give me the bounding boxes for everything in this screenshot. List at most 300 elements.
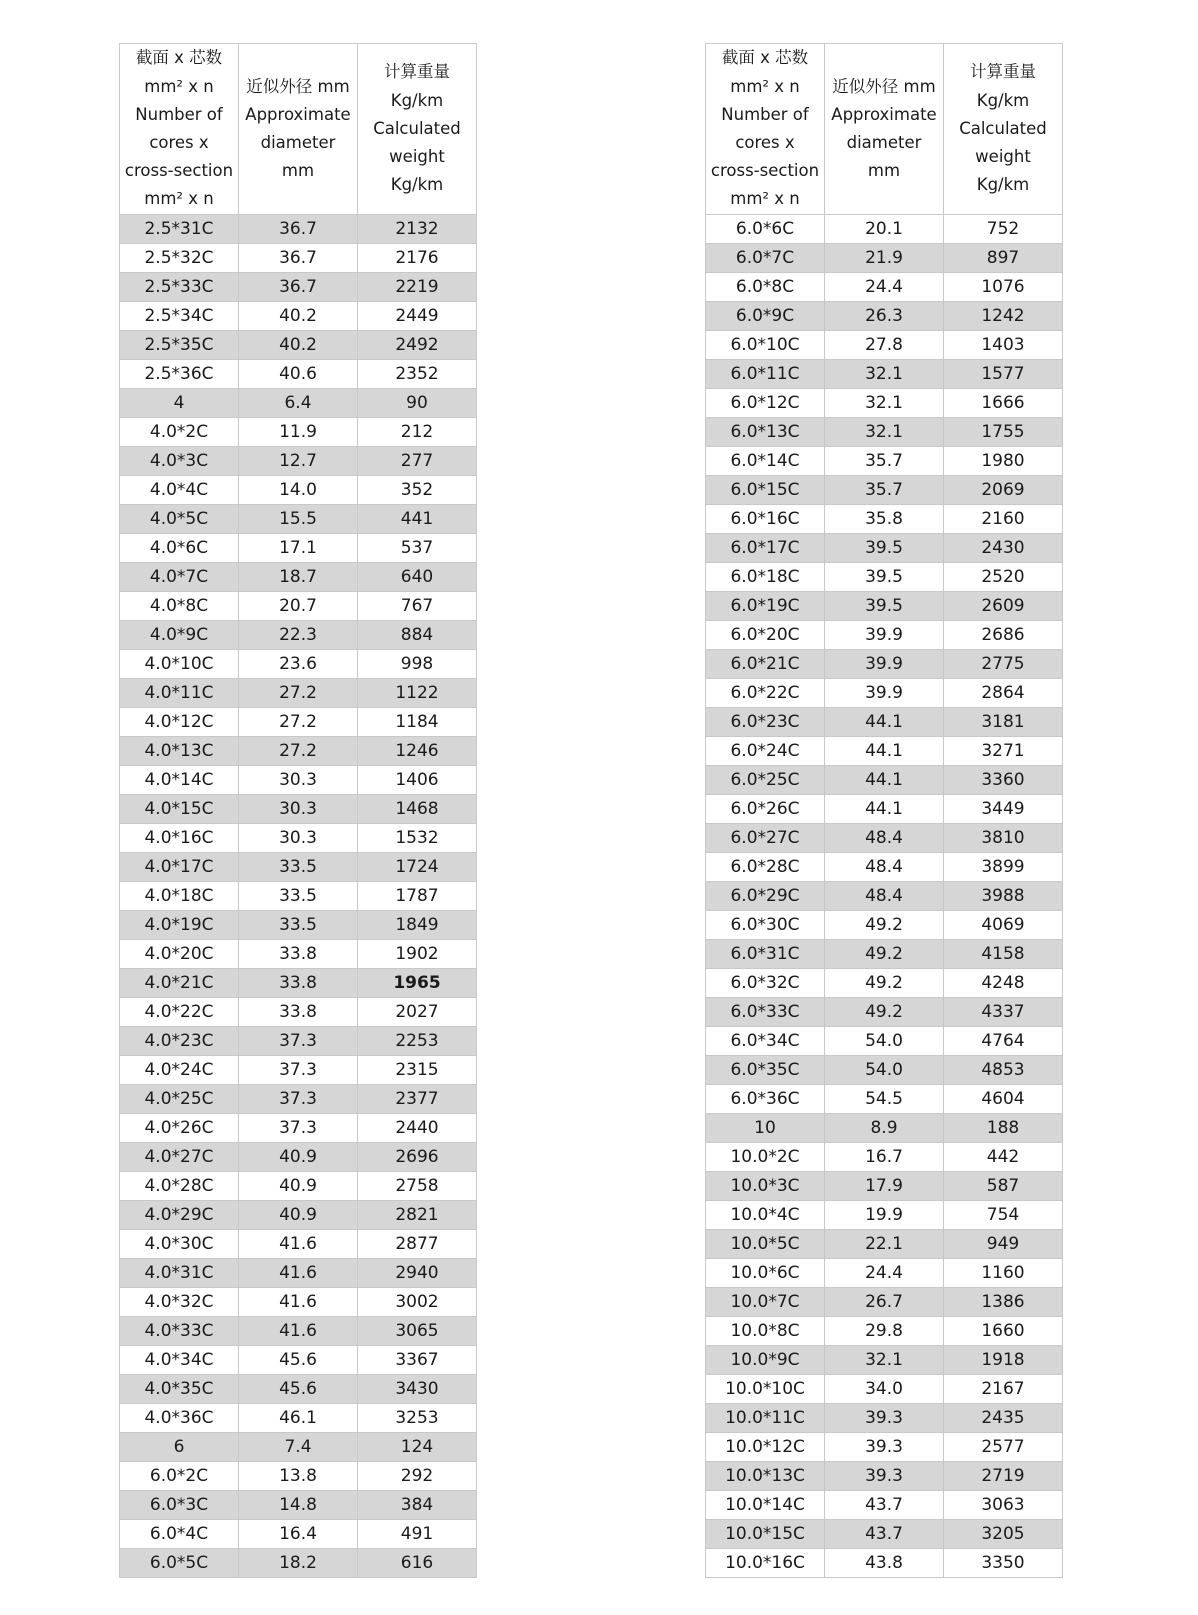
header-line: 近似外径 mm bbox=[246, 76, 350, 96]
table-row bbox=[706, 1230, 1063, 1259]
cell-weight: 1849 bbox=[358, 911, 477, 940]
cell-weight: 3430 bbox=[358, 1375, 477, 1404]
cell-cross-section: 6.0*2C bbox=[120, 1462, 239, 1491]
cell-diameter: 26.3 bbox=[825, 302, 944, 331]
cell-weight: 2864 bbox=[944, 679, 1063, 708]
table-row bbox=[120, 534, 477, 563]
cell-diameter: 48.4 bbox=[825, 882, 944, 911]
cell-weight: 2176 bbox=[358, 244, 477, 273]
table-row bbox=[120, 882, 477, 911]
cell-cross-section: 6.0*6C bbox=[706, 215, 825, 244]
cell-weight: 1122 bbox=[358, 679, 477, 708]
header-weight bbox=[944, 44, 1063, 215]
cell-diameter: 32.1 bbox=[825, 418, 944, 447]
table-row bbox=[706, 302, 1063, 331]
header-line: mm² x n bbox=[144, 189, 214, 209]
cell-weight: 3810 bbox=[944, 824, 1063, 853]
table-row bbox=[706, 737, 1063, 766]
cell-diameter: 41.6 bbox=[239, 1230, 358, 1259]
cell-cross-section: 6.0*32C bbox=[706, 969, 825, 998]
cell-cross-section: 4.0*12C bbox=[120, 708, 239, 737]
cell-weight: 277 bbox=[358, 447, 477, 476]
cell-diameter: 39.5 bbox=[825, 563, 944, 592]
cell-cross-section: 2.5*31C bbox=[120, 215, 239, 244]
table-row bbox=[120, 998, 477, 1027]
table-row bbox=[706, 1346, 1063, 1375]
header-line: weight bbox=[389, 147, 445, 167]
cell-cross-section: 2.5*34C bbox=[120, 302, 239, 331]
cell-weight: 2577 bbox=[944, 1433, 1063, 1462]
cell-weight: 441 bbox=[358, 505, 477, 534]
cell-diameter: 24.4 bbox=[825, 273, 944, 302]
cell-diameter: 49.2 bbox=[825, 998, 944, 1027]
table-row bbox=[706, 679, 1063, 708]
header-line: 截面 x 芯数 bbox=[721, 48, 809, 68]
cell-cross-section: 6.0*24C bbox=[706, 737, 825, 766]
cell-cross-section: 4.0*21C bbox=[120, 969, 239, 998]
cell-cross-section: 6.0*5C bbox=[120, 1549, 239, 1578]
cell-weight: 1532 bbox=[358, 824, 477, 853]
cell-weight: 2069 bbox=[944, 476, 1063, 505]
cell-cross-section: 2.5*36C bbox=[120, 360, 239, 389]
cell-diameter: 11.9 bbox=[239, 418, 358, 447]
cell-weight: 3350 bbox=[944, 1549, 1063, 1578]
cell-weight: 3205 bbox=[944, 1520, 1063, 1549]
cell-weight: 1403 bbox=[944, 331, 1063, 360]
cell-weight: 1755 bbox=[944, 418, 1063, 447]
cell-weight: 640 bbox=[358, 563, 477, 592]
table-row bbox=[120, 1201, 477, 1230]
table-row bbox=[706, 1520, 1063, 1549]
cell-diameter: 37.3 bbox=[239, 1114, 358, 1143]
cell-diameter: 40.9 bbox=[239, 1172, 358, 1201]
table-row bbox=[120, 331, 477, 360]
cell-diameter: 33.5 bbox=[239, 853, 358, 882]
table-row bbox=[120, 1056, 477, 1085]
table-row bbox=[706, 824, 1063, 853]
header-line: 截面 x 芯数 bbox=[135, 48, 223, 68]
cell-diameter: 36.7 bbox=[239, 244, 358, 273]
cell-weight: 767 bbox=[358, 592, 477, 621]
table-row bbox=[706, 940, 1063, 969]
cell-weight: 4248 bbox=[944, 969, 1063, 998]
cell-diameter: 49.2 bbox=[825, 911, 944, 940]
cell-weight: 2132 bbox=[358, 215, 477, 244]
cell-cross-section: 4.0*36C bbox=[120, 1404, 239, 1433]
cell-weight: 2430 bbox=[944, 534, 1063, 563]
cell-diameter: 48.4 bbox=[825, 824, 944, 853]
table-row bbox=[706, 215, 1063, 244]
cell-diameter: 33.8 bbox=[239, 969, 358, 998]
cell-diameter: 39.9 bbox=[825, 650, 944, 679]
table-row bbox=[120, 563, 477, 592]
cell-cross-section: 6.0*34C bbox=[706, 1027, 825, 1056]
cell-weight: 491 bbox=[358, 1520, 477, 1549]
table-row bbox=[706, 563, 1063, 592]
cell-diameter: 14.8 bbox=[239, 1491, 358, 1520]
cell-cross-section: 6.0*19C bbox=[706, 592, 825, 621]
cell-diameter: 43.7 bbox=[825, 1520, 944, 1549]
table-row bbox=[706, 1114, 1063, 1143]
cell-diameter: 54.5 bbox=[825, 1085, 944, 1114]
cell-diameter: 17.1 bbox=[239, 534, 358, 563]
cell-diameter: 37.3 bbox=[239, 1027, 358, 1056]
cell-weight: 2027 bbox=[358, 998, 477, 1027]
cell-weight: 2435 bbox=[944, 1404, 1063, 1433]
table-row bbox=[120, 766, 477, 795]
cell-cross-section: 4.0*30C bbox=[120, 1230, 239, 1259]
cell-cross-section: 4.0*32C bbox=[120, 1288, 239, 1317]
cell-cross-section: 10.0*8C bbox=[706, 1317, 825, 1346]
table-row bbox=[120, 1143, 477, 1172]
header-line: Calculated bbox=[959, 118, 1047, 138]
cell-weight: 2352 bbox=[358, 360, 477, 389]
table-row bbox=[706, 1172, 1063, 1201]
table-body bbox=[706, 215, 1063, 1578]
cell-cross-section: 4.0*19C bbox=[120, 911, 239, 940]
cell-cross-section: 6.0*29C bbox=[706, 882, 825, 911]
cell-cross-section: 4.0*23C bbox=[120, 1027, 239, 1056]
cell-diameter: 18.2 bbox=[239, 1549, 358, 1578]
cell-diameter: 33.8 bbox=[239, 940, 358, 969]
cell-diameter: 22.1 bbox=[825, 1230, 944, 1259]
cell-diameter: 27.8 bbox=[825, 331, 944, 360]
cell-cross-section: 6.0*25C bbox=[706, 766, 825, 795]
cell-weight: 442 bbox=[944, 1143, 1063, 1172]
table-row bbox=[706, 273, 1063, 302]
cell-diameter: 23.6 bbox=[239, 650, 358, 679]
cell-cross-section: 4.0*18C bbox=[120, 882, 239, 911]
table-row bbox=[120, 1375, 477, 1404]
cell-cross-section: 6.0*8C bbox=[706, 273, 825, 302]
table-row bbox=[706, 1549, 1063, 1578]
table-row bbox=[706, 853, 1063, 882]
cell-cross-section: 4.0*26C bbox=[120, 1114, 239, 1143]
cell-weight: 998 bbox=[358, 650, 477, 679]
table-row bbox=[120, 1549, 477, 1578]
header-line: Number of bbox=[721, 104, 809, 124]
header-line: Kg/km bbox=[976, 175, 1030, 195]
cell-diameter: 43.7 bbox=[825, 1491, 944, 1520]
table-row bbox=[706, 1462, 1063, 1491]
cell-cross-section: 6.0*28C bbox=[706, 853, 825, 882]
cell-weight: 2315 bbox=[358, 1056, 477, 1085]
cell-weight: 4158 bbox=[944, 940, 1063, 969]
header-weight bbox=[358, 44, 477, 215]
cell-diameter: 32.1 bbox=[825, 1346, 944, 1375]
cell-diameter: 40.6 bbox=[239, 360, 358, 389]
cell-cross-section: 6.0*7C bbox=[706, 244, 825, 273]
cell-diameter: 26.7 bbox=[825, 1288, 944, 1317]
cell-weight: 2160 bbox=[944, 505, 1063, 534]
cell-cross-section: 6.0*30C bbox=[706, 911, 825, 940]
cell-weight: 1076 bbox=[944, 273, 1063, 302]
cell-diameter: 34.0 bbox=[825, 1375, 944, 1404]
cell-diameter: 54.0 bbox=[825, 1056, 944, 1085]
cell-weight: 2492 bbox=[358, 331, 477, 360]
cell-cross-section: 10.0*3C bbox=[706, 1172, 825, 1201]
header-diameter bbox=[239, 44, 358, 215]
cell-diameter: 15.5 bbox=[239, 505, 358, 534]
cell-diameter: 39.9 bbox=[825, 679, 944, 708]
cell-cross-section: 10.0*4C bbox=[706, 1201, 825, 1230]
cell-diameter: 20.1 bbox=[825, 215, 944, 244]
cell-cross-section: 10.0*7C bbox=[706, 1288, 825, 1317]
cell-weight: 884 bbox=[358, 621, 477, 650]
cell-diameter: 54.0 bbox=[825, 1027, 944, 1056]
cell-cross-section: 6.0*4C bbox=[120, 1520, 239, 1549]
table-row bbox=[706, 1027, 1063, 1056]
cell-weight: 949 bbox=[944, 1230, 1063, 1259]
cell-diameter: 16.7 bbox=[825, 1143, 944, 1172]
cell-weight: 1787 bbox=[358, 882, 477, 911]
table-row bbox=[120, 447, 477, 476]
cell-cross-section: 4.0*11C bbox=[120, 679, 239, 708]
cell-diameter: 48.4 bbox=[825, 853, 944, 882]
table-row bbox=[120, 215, 477, 244]
cell-cross-section: 4.0*24C bbox=[120, 1056, 239, 1085]
cell-diameter: 45.6 bbox=[239, 1375, 358, 1404]
header-line: Calculated bbox=[373, 118, 461, 138]
cell-diameter: 7.4 bbox=[239, 1433, 358, 1462]
table-row bbox=[120, 1172, 477, 1201]
cell-weight: 1406 bbox=[358, 766, 477, 795]
cell-weight: 4853 bbox=[944, 1056, 1063, 1085]
cell-weight: 4337 bbox=[944, 998, 1063, 1027]
header-line: cores x bbox=[149, 133, 209, 152]
table-row bbox=[706, 592, 1063, 621]
cell-diameter: 41.6 bbox=[239, 1259, 358, 1288]
cable-spec-table-right bbox=[705, 43, 1063, 1578]
table-row bbox=[120, 1259, 477, 1288]
cell-weight: 90 bbox=[358, 389, 477, 418]
header-line: weight bbox=[975, 147, 1031, 167]
cell-weight: 292 bbox=[358, 1462, 477, 1491]
cell-cross-section: 4.0*5C bbox=[120, 505, 239, 534]
cell-weight: 1724 bbox=[358, 853, 477, 882]
table-row bbox=[120, 1462, 477, 1491]
cell-weight: 616 bbox=[358, 1549, 477, 1578]
cell-cross-section: 4.0*13C bbox=[120, 737, 239, 766]
cell-weight: 3360 bbox=[944, 766, 1063, 795]
cell-weight: 4604 bbox=[944, 1085, 1063, 1114]
cell-weight: 3181 bbox=[944, 708, 1063, 737]
table-header bbox=[706, 44, 1063, 215]
cell-cross-section: 4.0*25C bbox=[120, 1085, 239, 1114]
table-row bbox=[120, 592, 477, 621]
table-row bbox=[120, 360, 477, 389]
header-line: Kg/km bbox=[390, 90, 444, 110]
table-row bbox=[706, 331, 1063, 360]
cell-weight: 3065 bbox=[358, 1317, 477, 1346]
cell-diameter: 30.3 bbox=[239, 795, 358, 824]
cell-weight: 2219 bbox=[358, 273, 477, 302]
table-row bbox=[120, 273, 477, 302]
table-row bbox=[120, 679, 477, 708]
cell-cross-section: 4.0*6C bbox=[120, 534, 239, 563]
cell-weight: 1160 bbox=[944, 1259, 1063, 1288]
cell-diameter: 17.9 bbox=[825, 1172, 944, 1201]
cell-diameter: 46.1 bbox=[239, 1404, 358, 1433]
cell-diameter: 37.3 bbox=[239, 1085, 358, 1114]
cell-weight: 2821 bbox=[358, 1201, 477, 1230]
cell-weight: 4764 bbox=[944, 1027, 1063, 1056]
table-row bbox=[706, 244, 1063, 273]
cell-weight: 1468 bbox=[358, 795, 477, 824]
table-row bbox=[706, 360, 1063, 389]
cell-cross-section: 6.0*22C bbox=[706, 679, 825, 708]
cell-cross-section: 6.0*26C bbox=[706, 795, 825, 824]
cell-diameter: 41.6 bbox=[239, 1288, 358, 1317]
cell-diameter: 22.3 bbox=[239, 621, 358, 650]
table-row bbox=[120, 418, 477, 447]
cell-cross-section: 10.0*9C bbox=[706, 1346, 825, 1375]
cell-weight: 1242 bbox=[944, 302, 1063, 331]
cell-weight: 3449 bbox=[944, 795, 1063, 824]
table-row bbox=[706, 969, 1063, 998]
cell-weight: 1184 bbox=[358, 708, 477, 737]
cell-weight: 2449 bbox=[358, 302, 477, 331]
header-line: cross-section bbox=[124, 161, 234, 181]
cell-cross-section: 6.0*16C bbox=[706, 505, 825, 534]
table-row bbox=[120, 1288, 477, 1317]
table-row bbox=[706, 1085, 1063, 1114]
cell-diameter: 45.6 bbox=[239, 1346, 358, 1375]
cell-cross-section: 4.0*17C bbox=[120, 853, 239, 882]
header-diameter bbox=[825, 44, 944, 215]
cell-weight: 2758 bbox=[358, 1172, 477, 1201]
cell-diameter: 27.2 bbox=[239, 679, 358, 708]
cell-cross-section: 6.0*35C bbox=[706, 1056, 825, 1085]
cell-diameter: 44.1 bbox=[825, 795, 944, 824]
cell-cross-section: 4.0*16C bbox=[120, 824, 239, 853]
cell-weight: 2440 bbox=[358, 1114, 477, 1143]
cell-weight: 1918 bbox=[944, 1346, 1063, 1375]
cell-weight: 2520 bbox=[944, 563, 1063, 592]
cell-diameter: 6.4 bbox=[239, 389, 358, 418]
cell-cross-section: 6.0*15C bbox=[706, 476, 825, 505]
table-row bbox=[706, 1375, 1063, 1404]
cell-weight: 2253 bbox=[358, 1027, 477, 1056]
table-row bbox=[120, 795, 477, 824]
cell-diameter: 49.2 bbox=[825, 940, 944, 969]
table-row bbox=[706, 1288, 1063, 1317]
cell-cross-section: 2.5*32C bbox=[120, 244, 239, 273]
cell-cross-section: 4.0*10C bbox=[120, 650, 239, 679]
cell-cross-section: 10.0*10C bbox=[706, 1375, 825, 1404]
cell-weight: 1246 bbox=[358, 737, 477, 766]
cell-cross-section: 4.0*34C bbox=[120, 1346, 239, 1375]
cell-weight: 2167 bbox=[944, 1375, 1063, 1404]
table-row bbox=[120, 244, 477, 273]
cell-cross-section: 10.0*5C bbox=[706, 1230, 825, 1259]
table-row bbox=[120, 302, 477, 331]
cell-diameter: 40.9 bbox=[239, 1143, 358, 1172]
table-row bbox=[706, 621, 1063, 650]
header-cross-section bbox=[706, 44, 825, 215]
table-body bbox=[120, 215, 477, 1578]
cell-cross-section: 6.0*12C bbox=[706, 389, 825, 418]
table-row bbox=[120, 621, 477, 650]
table-row bbox=[120, 650, 477, 679]
cell-weight: 1965 bbox=[358, 969, 477, 998]
cell-diameter: 35.7 bbox=[825, 476, 944, 505]
table-row bbox=[706, 1143, 1063, 1172]
cell-weight: 1666 bbox=[944, 389, 1063, 418]
cell-weight: 897 bbox=[944, 244, 1063, 273]
table-row bbox=[706, 766, 1063, 795]
cell-weight: 3271 bbox=[944, 737, 1063, 766]
cell-cross-section: 10.0*11C bbox=[706, 1404, 825, 1433]
cell-weight: 2719 bbox=[944, 1462, 1063, 1491]
cell-cross-section: 4.0*33C bbox=[120, 1317, 239, 1346]
cell-cross-section: 6.0*9C bbox=[706, 302, 825, 331]
table-row bbox=[706, 882, 1063, 911]
cell-diameter: 44.1 bbox=[825, 766, 944, 795]
header-line: Approximate bbox=[245, 104, 351, 124]
header-line: Number of bbox=[135, 104, 223, 124]
cell-weight: 537 bbox=[358, 534, 477, 563]
table-row bbox=[706, 1317, 1063, 1346]
cell-diameter: 49.2 bbox=[825, 969, 944, 998]
cell-cross-section: 4.0*35C bbox=[120, 1375, 239, 1404]
table-row bbox=[120, 1520, 477, 1549]
cell-weight: 1980 bbox=[944, 447, 1063, 476]
cell-diameter: 30.3 bbox=[239, 824, 358, 853]
cell-diameter: 27.2 bbox=[239, 708, 358, 737]
table-row bbox=[706, 998, 1063, 1027]
cell-diameter: 16.4 bbox=[239, 1520, 358, 1549]
table-header bbox=[120, 44, 477, 215]
cell-cross-section: 4.0*22C bbox=[120, 998, 239, 1027]
cell-diameter: 33.8 bbox=[239, 998, 358, 1027]
table-row bbox=[706, 505, 1063, 534]
cell-diameter: 19.9 bbox=[825, 1201, 944, 1230]
header-line: mm bbox=[867, 161, 901, 181]
cell-diameter: 13.8 bbox=[239, 1462, 358, 1491]
cell-weight: 352 bbox=[358, 476, 477, 505]
header-line: 计算重量 bbox=[970, 62, 1036, 82]
cell-diameter: 32.1 bbox=[825, 389, 944, 418]
cell-cross-section: 6.0*10C bbox=[706, 331, 825, 360]
cell-cross-section: 10.0*16C bbox=[706, 1549, 825, 1578]
table-row bbox=[706, 1491, 1063, 1520]
cell-cross-section: 10.0*2C bbox=[706, 1143, 825, 1172]
cell-weight: 2940 bbox=[358, 1259, 477, 1288]
cell-diameter: 21.9 bbox=[825, 244, 944, 273]
cell-diameter: 37.3 bbox=[239, 1056, 358, 1085]
cell-cross-section: 4 bbox=[120, 389, 239, 418]
table-row bbox=[120, 389, 477, 418]
cable-spec-table-left bbox=[119, 43, 477, 1578]
table-row bbox=[706, 1404, 1063, 1433]
table-row bbox=[120, 1346, 477, 1375]
header-line: mm² x n bbox=[144, 76, 214, 96]
cell-cross-section: 2.5*35C bbox=[120, 331, 239, 360]
table-row bbox=[706, 534, 1063, 563]
cell-weight: 2686 bbox=[944, 621, 1063, 650]
cell-diameter: 39.3 bbox=[825, 1462, 944, 1491]
table-row bbox=[706, 795, 1063, 824]
cell-weight: 1902 bbox=[358, 940, 477, 969]
header-line: diameter bbox=[260, 133, 336, 152]
cell-weight: 3367 bbox=[358, 1346, 477, 1375]
table-row bbox=[120, 476, 477, 505]
header-line: mm² x n bbox=[730, 76, 800, 96]
cell-weight: 124 bbox=[358, 1433, 477, 1462]
cell-weight: 2877 bbox=[358, 1230, 477, 1259]
cell-cross-section: 10.0*12C bbox=[706, 1433, 825, 1462]
